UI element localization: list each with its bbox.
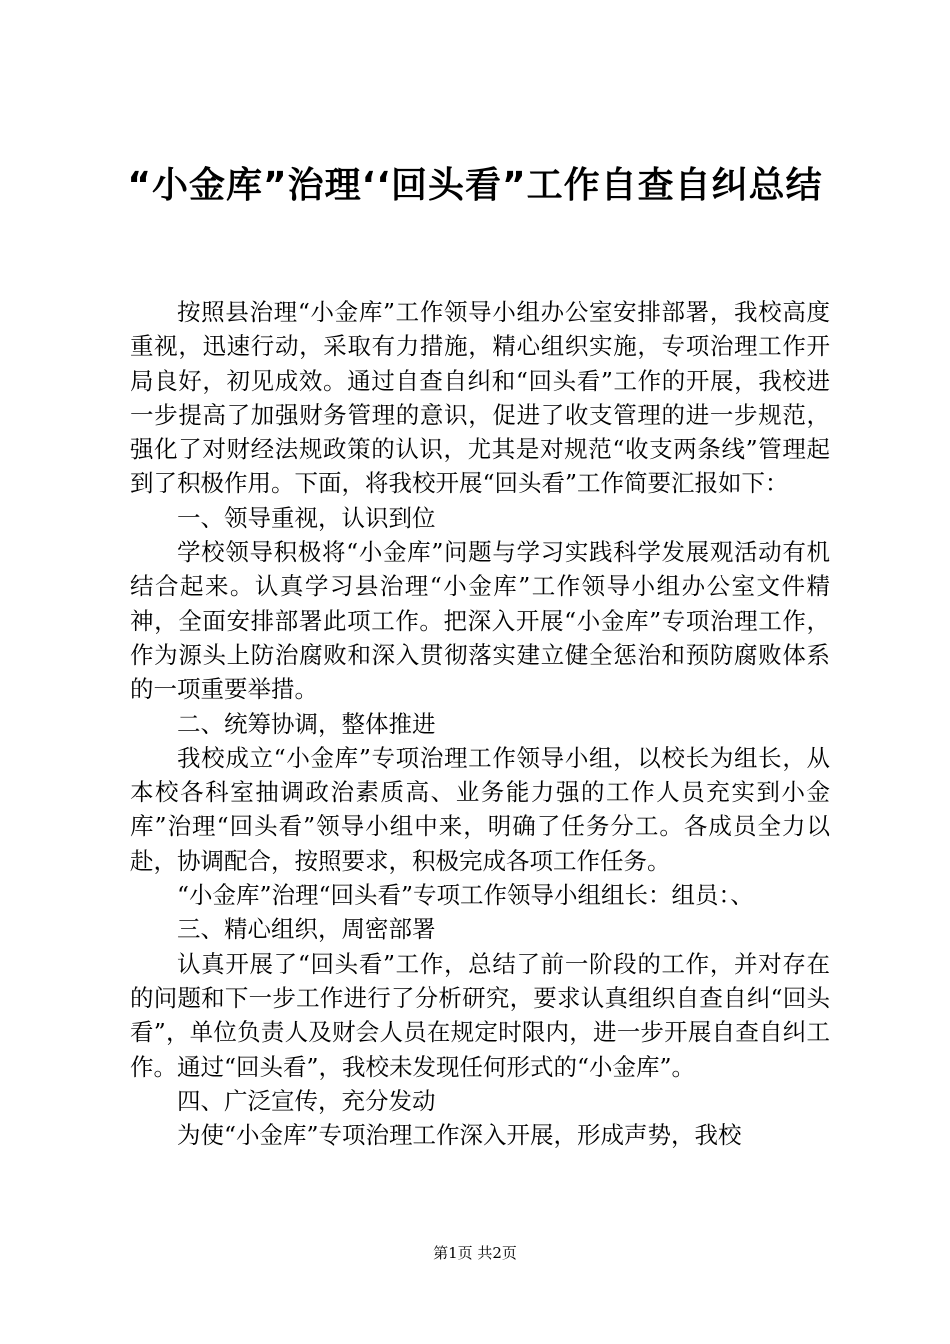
section-heading-1: 一、领导重视，认识到位 (177, 503, 436, 532)
section-heading-4: 四、广泛宣传，充分发动 (177, 1086, 436, 1115)
paragraph-section-2: 我校成立“小金库”专项治理工作领导小组，以校长为组长，从本校各科室抽调政治素质高、业务能力强的工作人员充实到小金库”治理“回头看”领导小组中来，明确了任务分工。各成员全力以赴，协调配合，按照要求，积极完成各项工作任务。 (130, 743, 830, 875)
section-heading-3: 三、精心组织，周密部署 (177, 915, 436, 944)
paragraph-section-3: 认真开展了“回头看”工作，总结了前一阶段的工作，并对存在的问题和下一步工作进行了分析研究，要求认真组织自查自纠“回头看”，单位负责人及财会人员在规定时限内，进一步开展自查自纠工作。通过“回头看”，我校未发现任何形式的“小金库”。 (130, 949, 830, 1081)
section-heading-2: 二、统筹协调，整体推进 (177, 709, 436, 738)
paragraph-section-1: 学校领导积极将“小金库”问题与学习实践科学发展观活动有机结合起来。认真学习县治理“小金库”工作领导小组办公室文件精神，全面安排部署此项工作。把深入开展“小金库”专项治理工作，作为源头上防治腐败和深入贯彻落实建立健全惩治和预防腐败体系的一项重要举措。 (130, 538, 830, 704)
document-body (130, 295, 830, 1152)
paragraph-section-4: 为使“小金库”专项治理工作深入开展，形成声势，我校 (177, 1121, 742, 1150)
page-number-footer: 第1页 共2页 (433, 1244, 517, 1262)
paragraph-intro: 按照县治理“小金库”工作领导小组办公室安排部署，我校高度重视，迅速行动，采取有力措施，精心组织实施，专项治理工作开局良好，初见成效。通过自查自纠和“回头看”工作的开展，我校进一步提高了加强财务管理的意识，促进了收支管理的进一步规范，强化了对财经法规政策的认识，尤其是对规范“收支两条线”管理起到了积极作用。下面，将我校开展“回头看”工作简要汇报如下： (130, 298, 830, 498)
document-title: “小金库”治理‘‘回头看”工作自查自纠总结 (127, 165, 823, 206)
paragraph-leader-list: “小金库”治理“回头看”专项工作领导小组组长：组员：、 (177, 881, 754, 910)
